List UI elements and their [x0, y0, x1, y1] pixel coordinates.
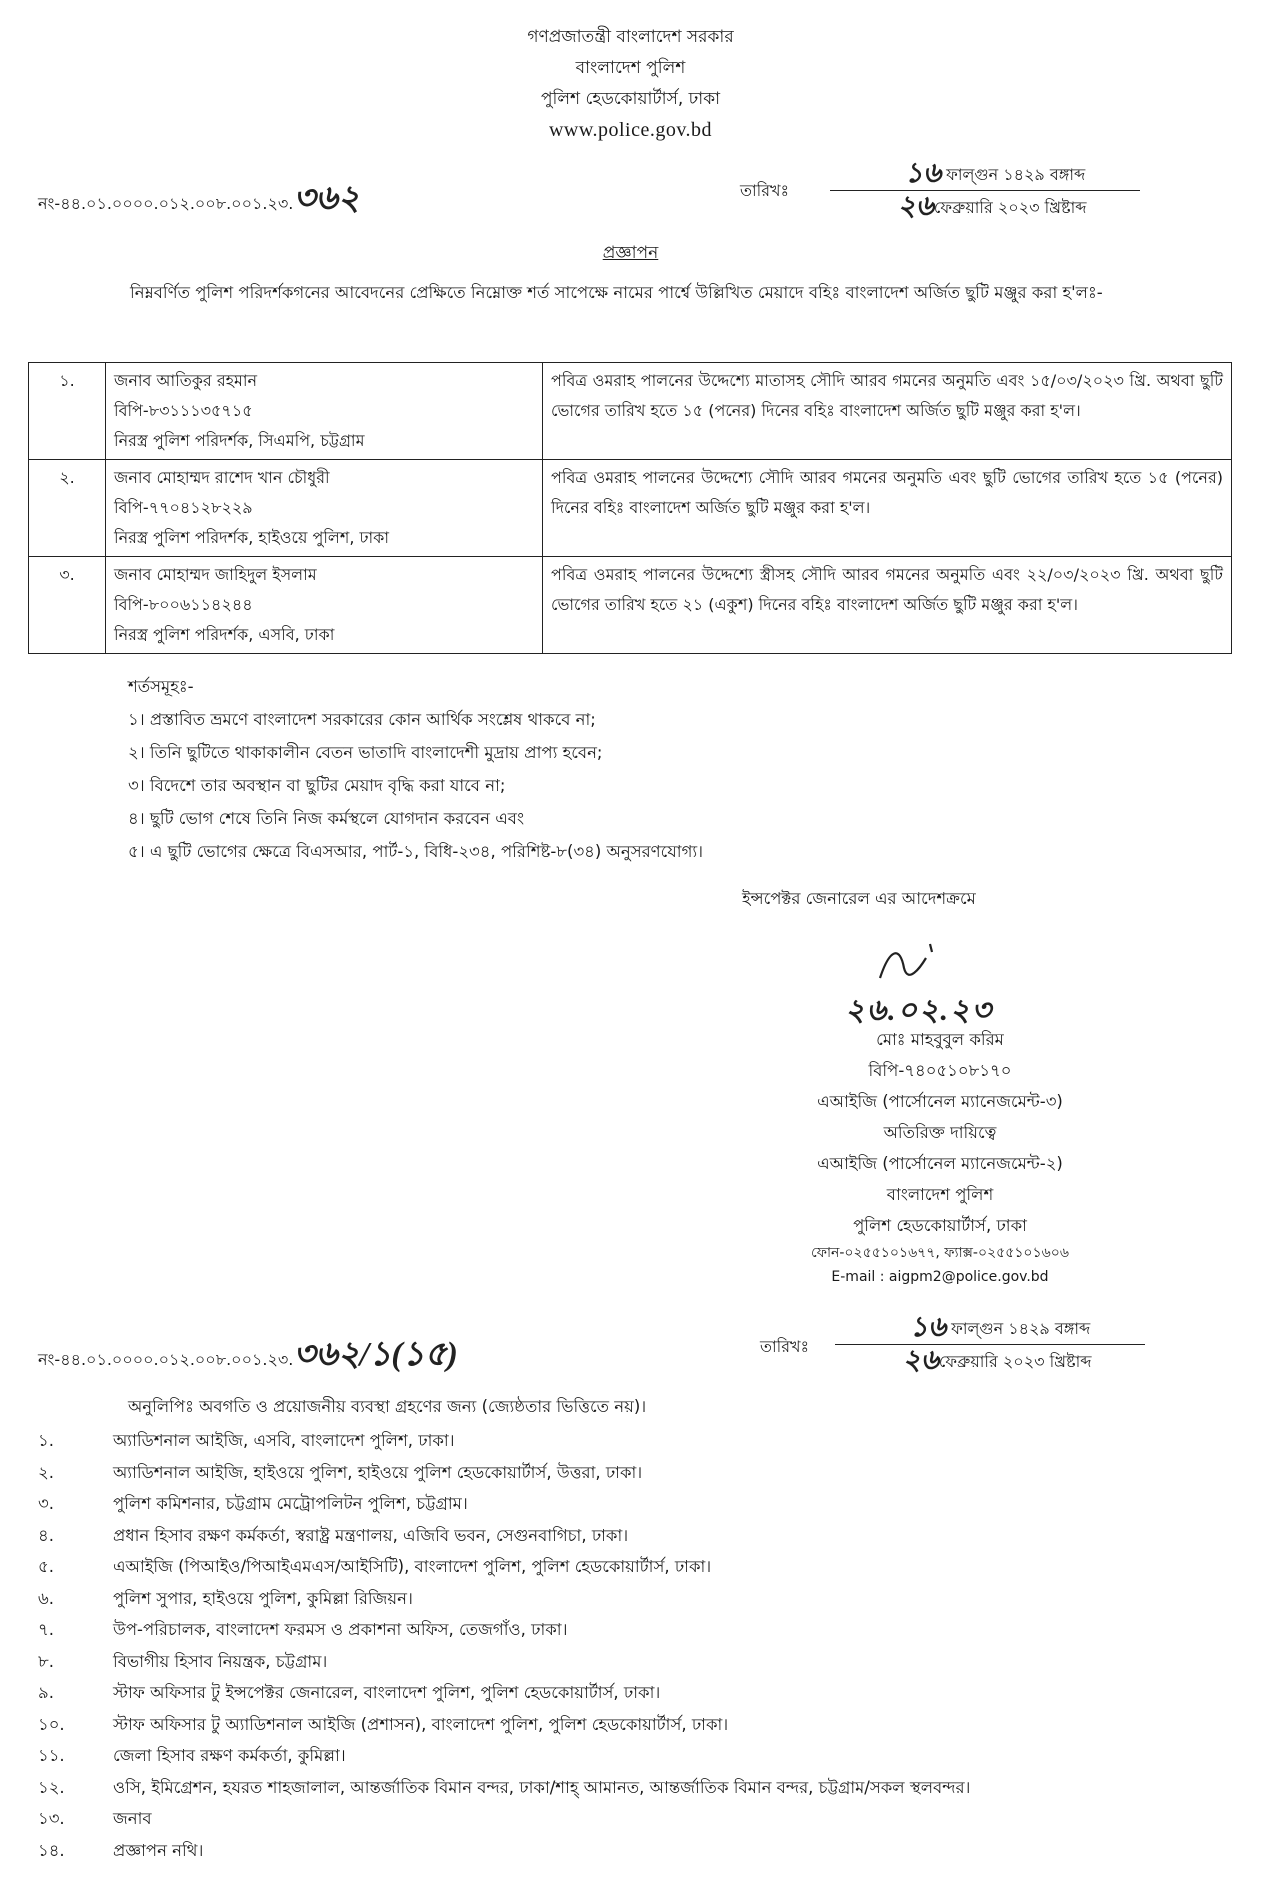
copy-ref-handwritten: ৩৬২/১(১৫)	[293, 1336, 458, 1373]
copy-recipient-text: প্রজ্ঞাপন নথি।	[113, 1840, 204, 1860]
govt-name: গণপ্রজাতন্ত্রী বাংলাদেশ সরকার	[527, 27, 734, 47]
copy-date-label: তারিখঃ	[760, 1337, 810, 1356]
copy-recipient-number: ৩.	[38, 1494, 54, 1513]
grant-detail: পবিত্র ওমরাহ পালনের উদ্দেশ্যে স্ত্রীসহ সৌদি আরব গমনের অনুমতি এবং ২২/০৩/২০২৩ খ্রি. অথবা ছুটি ভোগের তারিখ হতে ২১ (একুশ) দিনের বহিঃ বাংলাদেশ অর্জিত ছুটি মঞ্জুর করা হ'ল।	[543, 557, 1232, 654]
memo-date-label: তারিখঃ	[740, 181, 790, 200]
signatory-designation-1: এআইজি (পার্সোনেল ম্যানেজমেন্ট-৩)	[817, 1092, 1063, 1111]
copy-recipient-text: প্রধান হিসাব রক্ষণ কর্মকর্তা, স্বরাষ্ট্র মন্ত্রণালয়, এজিবি ভবন, সেগুনবাগিচা, ঢাকা।	[113, 1525, 629, 1545]
copy-date-greg-day: ২৬	[902, 1345, 939, 1376]
copy-recipient-text: উপ-পরিচালক, বাংলাদেশ ফরমস ও প্রকাশনা অফিস, তেজগাঁও, ঢাকা।	[113, 1620, 568, 1639]
condition-item: ৩। বিদেশে তার অবস্থান বা ছুটির মেয়াদ বৃদ্ধি করা যাবে না;	[128, 776, 506, 795]
condition-item: ১। প্রস্তাবিত ভ্রমণে বাংলাদেশ সরকারের কোন আর্থিক সংশ্লেষ থাকবে না;	[128, 710, 596, 729]
copy-recipient-number: ১৩.	[38, 1809, 65, 1828]
grant-person	[106, 460, 543, 557]
copy-recipient-text: এআইজি (পিআইও/পিআইএমএস/আইসিটি), বাংলাদেশ পুলিশ, পুলিশ হেডকোয়ার্টার্স, ঢাকা।	[113, 1557, 712, 1576]
memo-ref-handwritten: ৩৬২	[293, 180, 360, 217]
copy-recipient-text: জনাব	[113, 1809, 152, 1828]
memo-date-bangla-day: ১৬	[904, 158, 942, 189]
grant-name: জনাব আতিকুর রহমান	[114, 371, 258, 390]
signatory-phone: ফোন-০২৫৫১০১৬৭৭, ফ্যাক্স-০২৫৫১০১৬০৬	[811, 1245, 1069, 1261]
dept-name: বাংলাদেশ পুলিশ	[575, 58, 686, 78]
conditions-heading: শর্তসমূহঃ-	[128, 677, 194, 696]
signatory-office: পুলিশ হেডকোয়ার্টার্স, ঢাকা	[853, 1216, 1027, 1235]
copy-recipient	[28, 1835, 1228, 1867]
intro-paragraph: নিম্নবর্ণিত পুলিশ পরিদর্শকগনের আবেদনের প্রেক্ষিতে নিম্নোক্ত শর্ত সাপেক্ষে নামের পার্শ্বে উল্লিখিত মেয়াদে বহিঃ বাংলাদেশ অর্জিত ছুটি মঞ্জুর করা হ'লঃ-	[130, 283, 1103, 302]
copy-recipient-text: পুলিশ কমিশনার, চট্টগ্রাম মেট্রোপলিটন পুলিশ, চট্টগ্রাম।	[113, 1494, 468, 1513]
copy-recipient	[28, 1740, 1228, 1772]
signatory-bp: বিপি-৭৪০৫১০৮১৭০	[868, 1061, 1012, 1080]
signatory-additional: অতিরিক্ত দায়িত্বে	[883, 1123, 997, 1142]
leave-grant-table	[28, 362, 1232, 654]
grant-row	[29, 363, 1232, 460]
copy-recipient-number: ১.	[38, 1431, 54, 1450]
copy-recipient-text: অ্যাডিশনাল আইজি, এসবি, বাংলাদেশ পুলিশ, ঢাকা।	[113, 1431, 455, 1450]
copy-recipient	[28, 1803, 1228, 1835]
grant-row	[29, 557, 1232, 654]
copy-date-greg: ফেব্রুয়ারি ২০২৩ খ্রিষ্টাব্দ	[938, 1352, 1092, 1371]
memo-date-greg: ফেব্রুয়ারি ২০২৩ খ্রিষ্টাব্দ	[933, 198, 1087, 217]
grant-number: ২.	[29, 460, 106, 557]
copy-recipient	[28, 1583, 1228, 1615]
copy-recipient	[28, 1646, 1228, 1678]
copy-recipient-text: পুলিশ সুপার, হাইওয়ে পুলিশ, কুমিল্লা রিজিয়ন।	[113, 1588, 413, 1608]
grant-bp: বিপি-৭৭০৪১২৮২২৯	[114, 498, 253, 517]
memo-date	[830, 158, 1140, 223]
order-line: ইন্সপেক্টর জেনারেল এর আদেশক্রমে	[742, 889, 976, 908]
grant-name: জনাব মোহাম্মদ জাহিদুল ইসলাম	[114, 565, 317, 584]
copy-recipient-number: ২.	[38, 1462, 54, 1482]
signatory-name: মোঃ মাহবুবুল করিম	[876, 1030, 1004, 1049]
website-link[interactable]: www.police.gov.bd	[548, 119, 713, 141]
grant-detail: পবিত্র ওমরাহ পালনের উদ্দেশ্যে সৌদি আরব গমনের অনুমতি এবং ছুটি ভোগের তারিখ হতে ১৫ (পনের) দিনের বহিঃ বাংলাদেশ অর্জিত ছুটি মঞ্জুর করা হ'ল।	[543, 460, 1232, 557]
copy-recipient-text: স্টাফ অফিসার টু ইন্সপেক্টর জেনারেল, বাংলাদেশ পুলিশ, পুলিশ হেডকোয়ার্টার্স, ঢাকা।	[113, 1683, 661, 1702]
signatory-designation-2: এআইজি (পার্সোনেল ম্যানেজমেন্ট-২)	[817, 1154, 1063, 1173]
copy-recipient-text: বিভাগীয় হিসাব নিয়ন্ত্রক, চট্টগ্রাম।	[113, 1651, 328, 1671]
page-title: প্রজ্ঞাপন	[602, 243, 659, 263]
copy-intro: অনুলিপিঃ অবগতি ও প্রয়োজনীয় ব্যবস্থা গ্রহণের জন্য (জ্যেষ্ঠতার ভিত্তিতে নয়)।	[128, 1397, 647, 1416]
grant-number: ১.	[29, 363, 106, 460]
copy-date-bangla: ফাল্গুন ১৪২৯ বঙ্গাব্দ	[951, 1319, 1091, 1338]
copy-recipient-number: ৮.	[38, 1651, 54, 1671]
copy-recipient	[28, 1488, 1228, 1520]
copy-reference	[38, 1328, 458, 1385]
copy-recipient-number: ১১.	[38, 1746, 65, 1765]
grant-number: ৩.	[29, 557, 106, 654]
copy-recipient	[28, 1677, 1228, 1709]
grant-post: নিরস্ত্র পুলিশ পরিদর্শক, সিএমপি, চট্টগ্রাম	[114, 431, 365, 450]
copy-recipient-number: ১০.	[38, 1714, 65, 1734]
grant-name: জনাব মোহাম্মদ রাশেদ খান চৌধুরী	[114, 468, 330, 487]
condition-item: ৪। ছুটি ভোগ শেষে তিনি নিজ কর্মস্থলে যোগদান করবেন এবং	[128, 809, 525, 828]
copy-recipient	[28, 1614, 1228, 1646]
copy-recipient	[28, 1457, 1228, 1489]
copy-recipient-list	[28, 1425, 1228, 1866]
copy-recipient	[28, 1520, 1228, 1552]
copy-recipient-number: ৪.	[38, 1525, 54, 1545]
copy-recipient-number: ৯.	[38, 1683, 54, 1702]
copy-ref-prefix: নং-৪৪.০১.০০০০.০১২.০০৮.০০১.২৩.	[38, 1350, 294, 1369]
memo-date-bangla: ফাল্গুন ১৪২৯ বঙ্গাব্দ	[946, 165, 1086, 184]
copy-recipient-number: ৭.	[38, 1620, 54, 1639]
grant-bp: বিপি-৮৩১১১৩৫৭১৫	[114, 401, 253, 420]
copy-recipient-number: ১৪.	[38, 1840, 65, 1860]
signature-date: ২৬.০২.২৩	[845, 994, 994, 1027]
signatory-email[interactable]: E-mail : aigpm2@police.gov.bd	[831, 1269, 1049, 1285]
copy-recipient	[28, 1709, 1228, 1741]
conditions	[128, 670, 1128, 868]
memo-ref-prefix: নং-৪৪.০১.০০০০.০১২.০০৮.০০১.২৩.	[38, 194, 294, 213]
copy-recipient-text: স্টাফ অফিসার টু অ্যাডিশনাল আইজি (প্রশাসন), বাংলাদেশ পুলিশ, পুলিশ হেডকোয়ার্টার্স, ঢাকা।	[113, 1714, 729, 1734]
letterhead	[0, 22, 1261, 146]
copy-recipient-number: ৬.	[38, 1588, 54, 1608]
signatory-block	[680, 1024, 1200, 1289]
grant-row	[29, 460, 1232, 557]
copy-recipient-text: অ্যাডিশনাল আইজি, হাইওয়ে পুলিশ, হাইওয়ে পুলিশ হেডকোয়ার্টার্স, উত্তরা, ঢাকা।	[113, 1462, 643, 1482]
grant-bp: বিপি-৮০০৬১১৪২৪৪	[114, 595, 253, 614]
copy-recipient-number: ১২.	[38, 1777, 65, 1797]
copy-date-bangla-day: ১৬	[909, 1312, 947, 1343]
copy-recipient	[28, 1772, 1228, 1804]
grant-post: নিরস্ত্র পুলিশ পরিদর্শক, হাইওয়ে পুলিশ, ঢাকা	[114, 528, 390, 547]
copy-recipient-number: ৫.	[38, 1557, 54, 1576]
memo-reference	[38, 172, 360, 229]
grant-person	[106, 363, 543, 460]
grant-detail: পবিত্র ওমরাহ পালনের উদ্দেশ্যে মাতাসহ সৌদি আরব গমনের অনুমতি এবং ১৫/০৩/২০২৩ খ্রি. অথবা ছুটি ভোগের তারিখ হতে ১৫ (পনের) দিনের বহিঃ বাংলাদেশ অর্জিত ছুটি মঞ্জুর করা হ'ল।	[543, 363, 1232, 460]
copy-date	[835, 1312, 1145, 1377]
signatory-org: বাংলাদেশ পুলিশ	[886, 1185, 994, 1204]
office-name: পুলিশ হেডকোয়ার্টার্স, ঢাকা	[540, 89, 721, 109]
copy-recipient-text: জেলা হিসাব রক্ষণ কর্মকর্তা, কুমিল্লা।	[113, 1746, 346, 1765]
copy-recipient	[28, 1551, 1228, 1583]
condition-item: ২। তিনি ছুটিতে থাকাকালীন বেতন ভাতাদি বাংলাদেশী মুদ্রায় প্রাপ্য হবেন;	[128, 743, 603, 762]
condition-item: ৫। এ ছুটি ভোগের ক্ষেত্রে বিএসআর, পার্ট-১, বিধি-২৩৪, পরিশিষ্ট-৮(৩৪) অনুসরণযোগ্য।	[128, 842, 704, 861]
copy-recipient	[28, 1425, 1228, 1457]
copy-recipient-text: ওসি, ইমিগ্রেশন, হযরত শাহজালাল, আন্তর্জাতিক বিমান বন্দর, ঢাকা/শাহ্ আমানত, আন্তর্জাতিক বিমান বন্দর, চট্টগ্রাম/সকল স্থলবন্দর।	[113, 1777, 971, 1797]
grant-person	[106, 557, 543, 654]
grant-post: নিরস্ত্র পুলিশ পরিদর্শক, এসবি, ঢাকা	[114, 625, 335, 644]
memo-date-greg-day: ২৬	[897, 191, 934, 222]
